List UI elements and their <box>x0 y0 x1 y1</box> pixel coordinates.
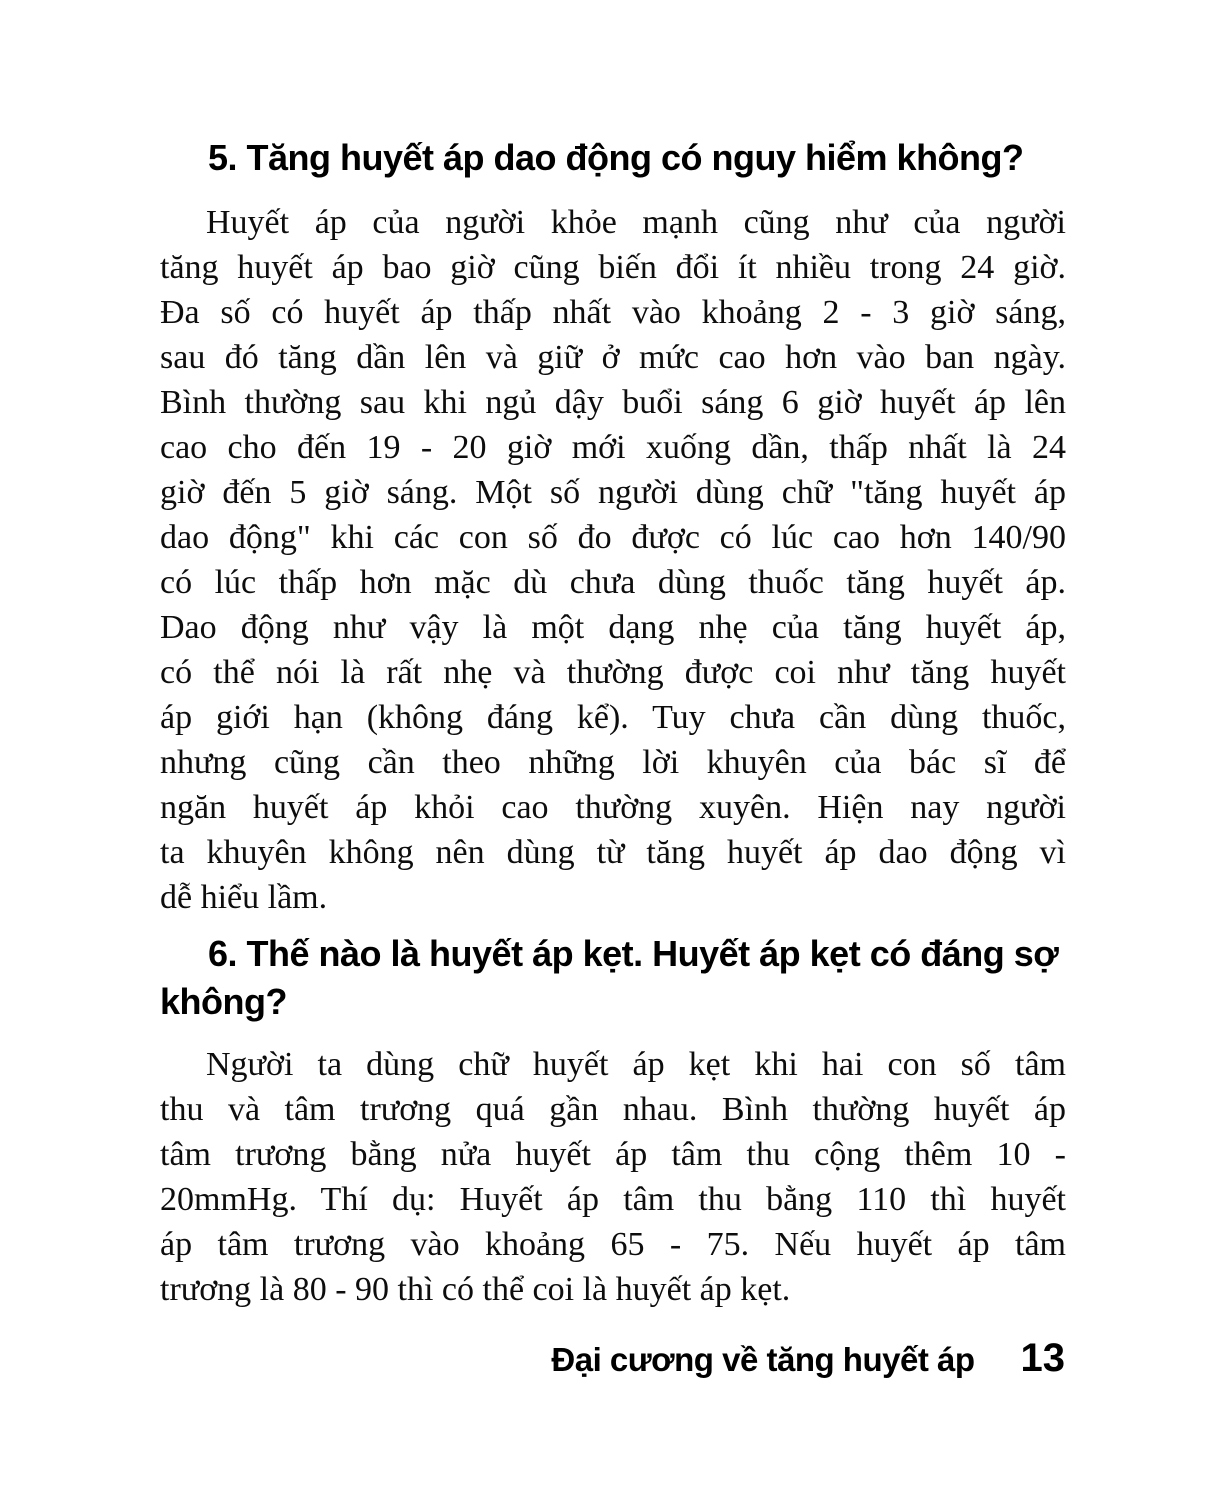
page-number: 13 <box>1020 1336 1065 1380</box>
section-5-paragraph: Huyết áp của người khỏe mạnh cũng như của người tăng huyết áp bao giờ cũng biến đổi ít nhiều trong 24 giờ. Đa số có huyết áp thấp nhất vào khoảng 2 - 3 giờ sáng, sau đó tăng dần lên và giữ ở mức cao hơn vào ban ngày. Bình thường sau khi ngủ dậy buổi sáng 6 giờ huyết áp lên cao cho đến 19 - 20 giờ mới xuống dần, thấp nhất là 24 giờ đến 5 giờ sáng. Một số người dùng chữ "tăng huyết áp dao động" khi các con số đo được có lúc cao hơn 140/90 có lúc thấp hơn mặc dù chưa dùng thuốc tăng huyết áp. Dao động như vậy là một dạng nhẹ của tăng huyết áp, có thể nói là rất nhẹ và thường được coi như tăng huyết áp giới hạn (không đáng kể). Tuy chưa cần dùng thuốc, nhưng cũng cần theo những lời khuyên của bác sĩ để ngăn huyết áp khỏi cao thường xuyên. Hiện nay người ta khuyên không nên dùng từ tăng huyết áp dao động vì dễ hiểu lầm. <box>160 204 1066 916</box>
page-content <box>160 134 1066 1312</box>
section-5-heading: 5. Tăng huyết áp dao động có nguy hiểm không? <box>208 137 1024 178</box>
section-6-paragraph: Người ta dùng chữ huyết áp kẹt khi hai con số tâm thu và tâm trương quá gần nhau. Bình thường huyết áp tâm trương bằng nửa huyết áp tâm thu cộng thêm 10 - 20mmHg. Thí dụ: Huyết áp tâm thu bằng 110 thì huyết áp tâm trương vào khoảng 65 - 75. Nếu huyết áp tâm trương là 80 - 90 thì có thể coi là huyết áp kẹt. <box>160 1046 1066 1308</box>
page-footer <box>551 1336 1065 1381</box>
running-title: Đại cương về tăng huyết áp <box>551 1341 975 1378</box>
section-6-heading: 6. Thế nào là huyết áp kẹt. Huyết áp kẹt có đáng sợ không? <box>160 933 1059 1022</box>
